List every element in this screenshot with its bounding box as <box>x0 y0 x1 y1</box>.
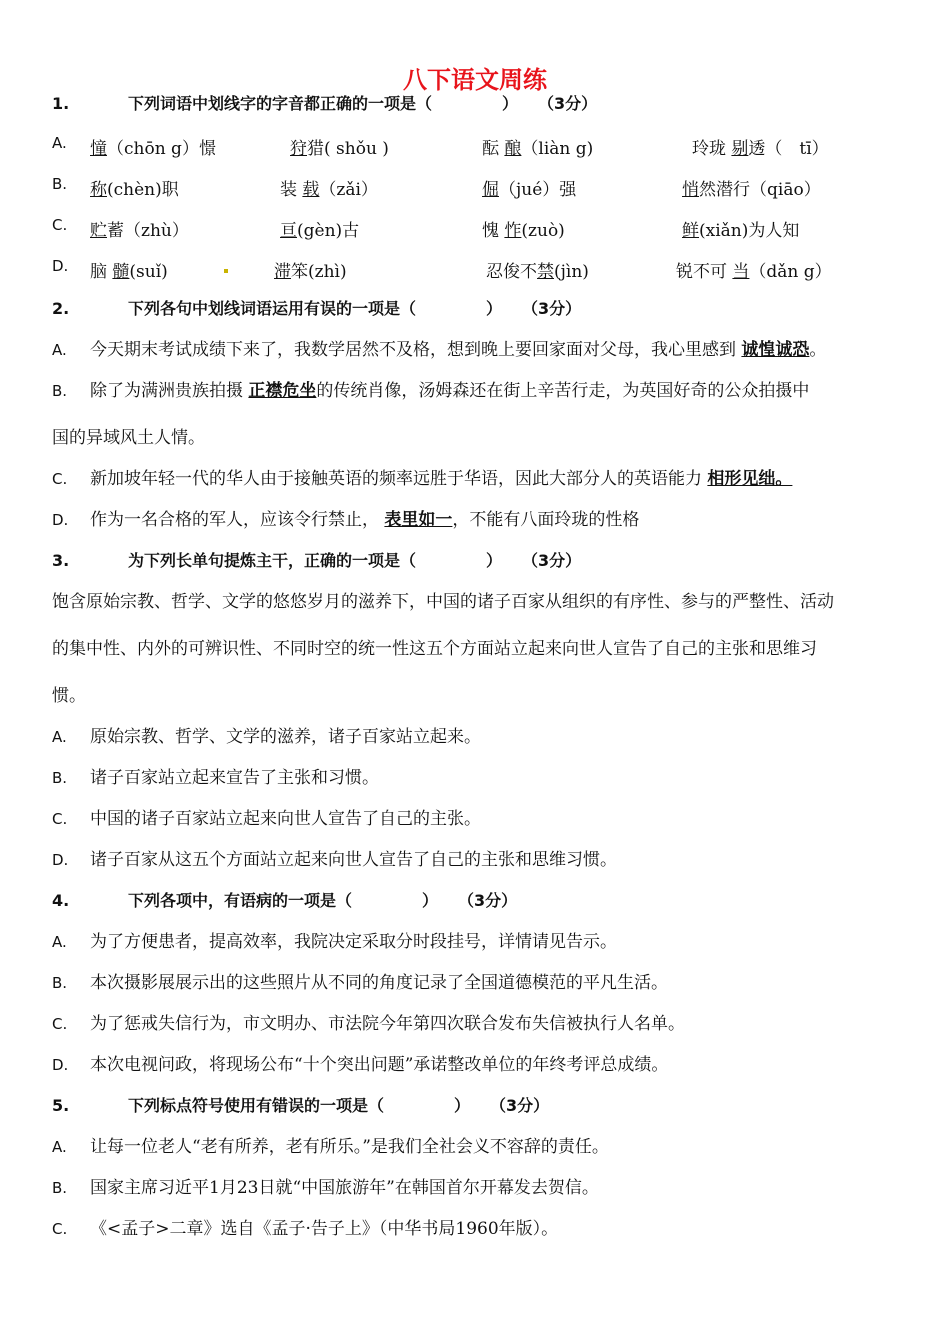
q1-c-item-3: 愧 怍(zuò) <box>482 221 565 241</box>
q1-option-d: D. 脑 髓(suǐ) 滞笨(zhì) 忍俊不禁(jìn) 锐不可 当（dǎn g） <box>52 257 832 282</box>
q1-a-item-2: 狩猎( shǒu ) <box>290 139 389 159</box>
q1-a-item-1: 憧（chōn g）憬 <box>90 139 216 159</box>
q2-option-a: A. 今天期末考试成绩下来了，我数学居然不及格，想到晚上要回家面对父母，我心里感到 诚惶诚恐。 <box>52 340 827 360</box>
q2-option-d: D. 作为一名合格的军人，应该令行禁止， 表里如一，不能有八面玲珑的性格 <box>52 510 640 530</box>
q1-a-item-4: 玲珑 剔透（ tī） <box>692 139 829 159</box>
q2-option-b: B. 除了为满洲贵族拍摄 正襟危坐的传统肖像，汤姆森还在街上辛苦行走，为英国好奇的公众拍摄中 <box>52 381 810 401</box>
question-5: 5. 下列标点符号使用有错误的一项是（ ） （3分） <box>52 1096 550 1115</box>
question-4: 4. 下列各项中，有语病的一项是（ ） （3分） <box>52 891 518 910</box>
q4-option-b: B. 本次摄影展展示出的这些照片从不同的角度记录了全国道德模范的平凡生活。 <box>52 973 668 993</box>
question-2: 2. 下列各句中划线词语运用有误的一项是（ ） （3分） <box>52 299 582 318</box>
q4-option-a: A. 为了方便患者，提高效率，我院决定采取分时段挂号，详情请见告示。 <box>52 932 617 952</box>
q3-passage-line-1: 饱含原始宗教、哲学、文学的悠悠岁月的滋养下，中国的诸子百家从组织的有序性、参与的严整性、活动 <box>52 592 834 612</box>
q3-passage-line-3: 惯。 <box>52 686 86 706</box>
page-title: 八下语文周练 <box>403 66 547 94</box>
q3-option-c: C. 中国的诸子百家站立起来向世人宣告了自己的主张。 <box>52 809 481 829</box>
q1-option-b: B. 称(chèn)职 装 载（zǎi） 倔（jué）强 悄然潜行（qiāo） <box>52 175 821 200</box>
q1-b-item-1: 称(chèn)职 <box>90 180 179 200</box>
q2-option-b-continued: 国的异域风土人情。 <box>52 428 205 448</box>
question-1: 1. 下列词语中划线字的字音都正确的一项是（ ） （3分） <box>52 94 598 113</box>
q4-option-d: D. 本次电视问政，将现场公布“十个突出问题”承诺整改单位的年终考评总成绩。 <box>52 1055 669 1075</box>
q1-c-item-1: 贮蓄（zhù） <box>90 221 189 241</box>
q1-option-c: C. 贮蓄（zhù） 亘(gèn)古 愧 怍(zuò) 鲜(xiǎn)为人知 <box>52 216 800 241</box>
q1-b-item-2: 装 载（zǎi） <box>280 180 378 200</box>
q4-option-c: C. 为了惩戒失信行为，市文明办、市法院今年第四次联合发布失信被执行人名单。 <box>52 1014 685 1034</box>
q1-a-item-3: 酝 酿（liàn g) <box>482 139 594 159</box>
q1-d-item-4: 锐不可 当（dǎn g） <box>676 262 832 282</box>
q5-option-a: A. 让每一位老人“老有所养，老有所乐。”是我们全社会义不容辞的责任。 <box>52 1137 609 1157</box>
q1-option-a: A. 憧（chōn g）憬 狩猎( shǒu ) 酝 酿（liàn g) 玲珑 剔透（ tī） <box>52 134 829 159</box>
q2-option-c: C. 新加坡年轻一代的华人由于接触英语的频率远胜于华语，因此大部分人的英语能力 相形见绌。 <box>52 469 793 489</box>
q5-option-b: B. 国家主席习近平1月23日就“中国旅游年”在韩国首尔开幕发去贺信。 <box>52 1178 599 1198</box>
q3-option-d: D. 诸子百家从这五个方面站立起来向世人宣告了自己的主张和思维习惯。 <box>52 850 617 870</box>
q3-option-b: B. 诸子百家站立起来宣告了主张和习惯。 <box>52 768 379 788</box>
q1-c-item-4: 鲜(xiǎn)为人知 <box>682 221 800 241</box>
q5-option-c: C. 《<孟子>二章》选自《孟子·告子上》（中华书局1960年版）。 <box>52 1219 559 1239</box>
q3-passage-line-2: 的集中性、内外的可辨识性、不同时空的统一性这五个方面站立起来向世人宣告了自己的主张和思维习 <box>52 639 817 659</box>
q1-b-item-4: 悄然潜行（qiāo） <box>682 180 821 200</box>
q1-d-item-2: 滞笨(zhì) <box>274 262 347 282</box>
q1-b-item-3: 倔（jué）强 <box>482 180 577 200</box>
q3-option-a: A. 原始宗教、哲学、文学的滋养，诸子百家站立起来。 <box>52 727 481 747</box>
q1-c-item-2: 亘(gèn)古 <box>280 221 360 241</box>
q1-d-item-3: 忍俊不禁(jìn) <box>486 262 589 282</box>
q1-d-item-1: 脑 髓(suǐ) <box>90 262 168 282</box>
question-3: 3. 为下列长单句提炼主干，正确的一项是（ ） （3分） <box>52 551 582 570</box>
stray-mark <box>224 269 228 273</box>
